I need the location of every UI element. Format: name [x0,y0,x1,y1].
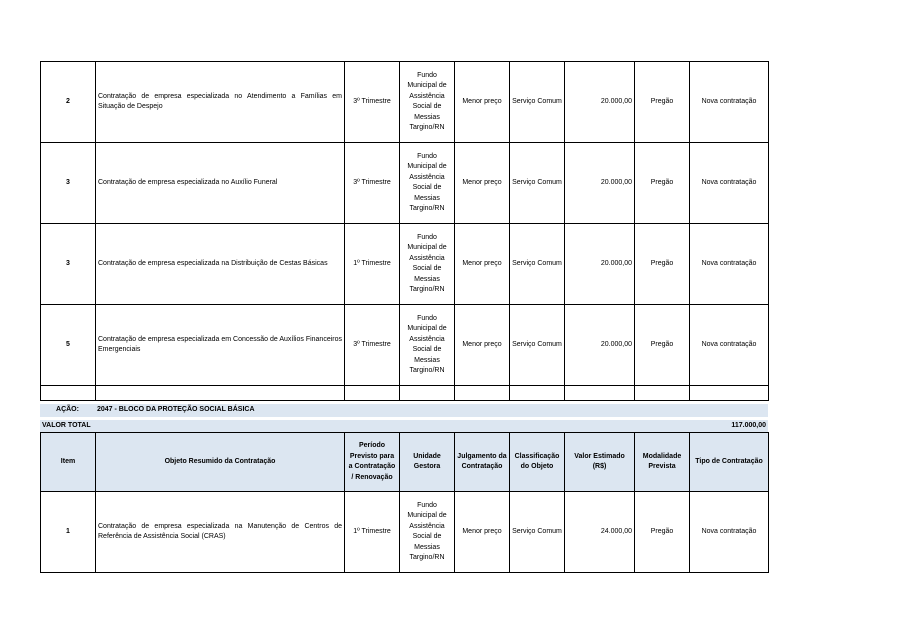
cell-periodo: 1º Trimestre [345,224,400,305]
cell-unidade: Fundo Municipal de Assistência Social de Messias Targino/RN [400,62,455,143]
header-classificacao: Classificação do Objeto [510,433,565,492]
acao-label: AÇÃO: [40,404,95,417]
cell-item: 3 [41,143,96,224]
cell-valor: 24.000,00 [565,492,635,573]
cell-julgamento: Menor preço [455,492,510,573]
header-item: Item [41,433,96,492]
table-header-row [41,433,769,492]
cell-tipo: Nova contratação [690,224,769,305]
header-objeto: Objeto Resumido da Contratação [96,433,345,492]
cell-modalidade: Pregão [635,492,690,573]
cell-modalidade: Pregão [635,224,690,305]
cell-valor: 20.000,00 [565,143,635,224]
cell-classificacao: Serviço Comum [510,143,565,224]
header-modalidade: Modalidade Prevista [635,433,690,492]
cell-item: 5 [41,305,96,386]
cell-classificacao: Serviço Comum [510,62,565,143]
cell-valor: 20.000,00 [565,305,635,386]
cell-julgamento: Menor preço [455,62,510,143]
procurement-table-bottom [40,432,769,573]
cell-objeto: Contratação de empresa especializada no Atendimento a Famílias em Situação de Despejo [96,62,345,143]
acao-bar [40,401,768,432]
cell-periodo: 3º Trimestre [345,305,400,386]
empty-cell [41,386,96,401]
header-unidade: Unidade Gestora [400,433,455,492]
procurement-table-top [40,61,769,401]
cell-julgamento: Menor preço [455,305,510,386]
cell-objeto: Contratação de empresa especializada no Auxílio Funeral [96,143,345,224]
cell-valor: 20.000,00 [565,224,635,305]
cell-objeto: Contratação de empresa especializada em Concessão de Auxílios Financeiros Emergenciais [96,305,345,386]
cell-item: 3 [41,224,96,305]
cell-periodo: 1º Trimestre [345,492,400,573]
cell-valor: 20.000,00 [565,62,635,143]
empty-cell [345,386,400,401]
cell-classificacao: Serviço Comum [510,492,565,573]
cell-unidade: Fundo Municipal de Assistência Social de Messias Targino/RN [400,224,455,305]
cell-unidade: Fundo Municipal de Assistência Social de Messias Targino/RN [400,143,455,224]
header-periodo: Período Previsto para a Contratação / Renovação [345,433,400,492]
cell-unidade: Fundo Municipal de Assistência Social de Messias Targino/RN [400,492,455,573]
cell-tipo: Nova contratação [690,143,769,224]
table-row [41,305,769,386]
empty-cell [400,386,455,401]
empty-cell [565,386,635,401]
cell-julgamento: Menor preço [455,143,510,224]
valor-total-value: 117.000,00 [95,420,768,432]
header-julgamento: Julgamento da Contratação [455,433,510,492]
empty-cell [690,386,769,401]
cell-classificacao: Serviço Comum [510,305,565,386]
cell-objeto: Contratação de empresa especializada na Manutenção de Centros de Referência de Assistência Social (CRAS) [96,492,345,573]
cell-modalidade: Pregão [635,143,690,224]
cell-periodo: 3º Trimestre [345,62,400,143]
cell-item: 1 [41,492,96,573]
header-tipo: Tipo de Contratação [690,433,769,492]
cell-tipo: Nova contratação [690,492,769,573]
table-row [41,492,769,573]
cell-classificacao: Serviço Comum [510,224,565,305]
cell-tipo: Nova contratação [690,305,769,386]
empty-cell [96,386,345,401]
cell-item: 2 [41,62,96,143]
cell-julgamento: Menor preço [455,224,510,305]
cell-objeto: Contratação de empresa especializada na Distribuição de Cestas Básicas [96,224,345,305]
table-row [41,224,769,305]
table-row [41,62,769,143]
cell-unidade: Fundo Municipal de Assistência Social de Messias Targino/RN [400,305,455,386]
empty-row [41,386,769,401]
header-valor: Valor Estimado (R$) [565,433,635,492]
cell-tipo: Nova contratação [690,62,769,143]
acao-value: 2047 - BLOCO DA PROTEÇÃO SOCIAL BÁSICA [95,404,768,417]
valor-total-label: VALOR TOTAL [40,420,95,432]
cell-modalidade: Pregão [635,62,690,143]
procurement-plan-sheet [40,61,768,573]
table-row [41,143,769,224]
cell-periodo: 3º Trimestre [345,143,400,224]
cell-modalidade: Pregão [635,305,690,386]
empty-cell [455,386,510,401]
empty-cell [635,386,690,401]
empty-cell [510,386,565,401]
